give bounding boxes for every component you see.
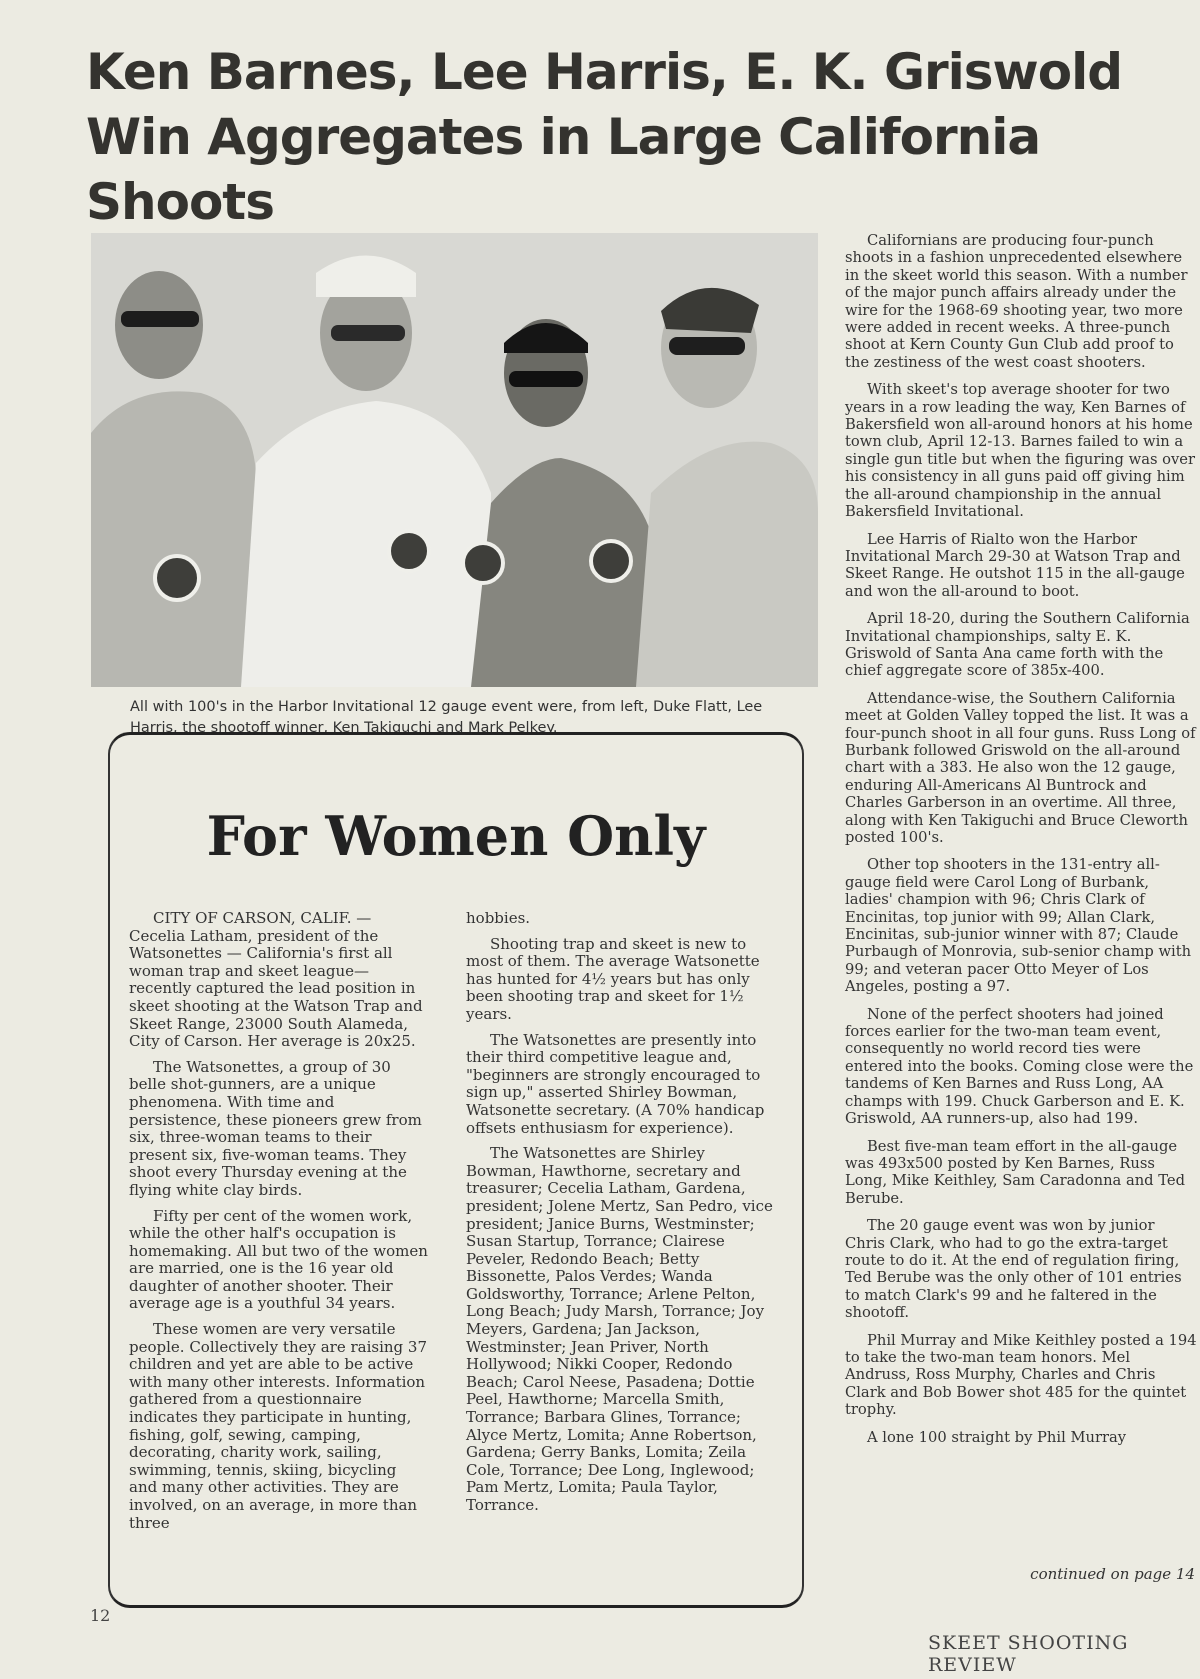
headline	[86, 40, 1196, 235]
photo-caption: All with 100's in the Harbor Invitational 12 gauge event were, from left, Duke Flatt, Lee Harris, the shootoff winner, Ken Takiguchi and Mark Pelkey.	[130, 699, 763, 736]
women-paragraph: The Watsonettes are Shirley Bowman, Hawthorne, secretary and treasurer; Cecelia Latham, Gardena, president; Jolene Mertz, San Pedro, vice president; Janice Burns, Westminster; Susan Startup, Torrance; Clairese Peveler, Redondo Beach; Betty Bissonette, Palos Verdes; Wanda Goldsworthy, Torrance; Arlene Pelton, Long Beach; Judy Marsh, Torrance; Joy Meyers, Gardena; Jan Jackson, Westminster; Jean Priver, North Hollywood; Nikki Cooper, Redondo Beach; Carol Neese, Pasadena; Dottie Peel, Hawthorne; Marcella Smith, Torrance; Barbara Glines, Torrance; Alyce Mertz, Lomita; Anne Robertson, Gardena; Gerry Banks, Lomita; Zeila Cole, Torrance; Dee Long, Inglewood; Pam Mertz, Lomita; Paula Taylor, Torrance.	[466, 1144, 773, 1514]
women-paragraph: hobbies.	[466, 909, 531, 927]
women-column-2	[466, 910, 780, 1523]
women-paragraph: The Watsonettes, a group of 30 belle shot-gunners, are a unique phenomena. With time and persistence, these pioneers grew from six, three-woman teams to their present six, five-woman teams. They shoot every Thursday evening at the flying white clay birds.	[129, 1057, 422, 1199]
women-paragraph: The Watsonettes are presently into their third competitive league and, "beginners are strongly encouraged to sign up," asserted Shirley Bowman, Watsonette secretary. (A 70% handicap offsets enthusiasm for experience).	[466, 1030, 765, 1137]
headline-line-2: Win Aggregates in Large California Shoots	[86, 108, 1041, 231]
article-paragraph: Attendance-wise, the Southern California meet at Golden Valley topped the list. It was a four-punch shoot in all four guns. Russ Long of Burbank followed Griswold on the all-around chart with a 383. He also won the 12 gauge, enduring All-Americans Al Buntrock and Charles Garberson in an overtime. All three, along with Ken Takiguchi and Bruce Cleworth posted 100's.	[845, 689, 1196, 846]
women-column-1	[129, 910, 429, 1540]
women-paragraph: Shooting trap and skeet is new to most of them. The average Watsonette has hunted for 4½ years but has only been shooting trap and skeet for 1½ years.	[466, 934, 760, 1023]
article-paragraph: The 20 gauge event was won by junior Chris Clark, who had to go the extra-target route to do it. At the end of regulation firing, Ted Berube was the only other of 101 entries to match Clark's 99 and he faltered in the shootoff.	[845, 1217, 1182, 1322]
article-paragraph: Best five-man team effort in the all-gauge was 493x500 posted by Ken Barnes, Russ Long, Mike Keithley, Sam Caradonna and Ted Berube.	[845, 1137, 1186, 1207]
page-number: 12	[90, 1606, 111, 1625]
article-paragraph: With skeet's top average shooter for two years in a row leading the way, Ken Barnes of Bakersfield won all-around honors at his home town club, April 12-13. Barnes failed to win a single gun title but when the figuring was over his consistency in all guns paid off giving him the all-around championship in the annual Bakersfield Invitational.	[845, 381, 1196, 521]
publication-name: SKEET SHOOTING REVIEW	[928, 1632, 1129, 1676]
headline-line-1: Ken Barnes, Lee Harris, E. K. Griswold	[86, 43, 1123, 101]
women-section-title: For Women Only	[206, 804, 706, 868]
group-photo	[91, 233, 818, 687]
article-paragraph: April 18-20, during the Southern California Invitational championships, salty E. K. Griswold of Santa Ana came forth with the chief aggregate score of 385x-400.	[845, 610, 1190, 680]
women-paragraph: Fifty per cent of the women work, while the other half's occupation is homemaking. All but two of the women are married, one is the 16 year old daughter of another shooter. Their average age is a youthful 34 years.	[129, 1206, 428, 1313]
article-paragraph: A lone 100 straight by Phil Murray	[867, 1428, 1127, 1446]
women-paragraph: CITY OF CARSON, CALIF. — Cecelia Latham, president of the Watsonettes — California's first all woman trap and skeet league— recently captured the lead position in skeet shooting at the Watson Trap and Skeet Range, 23000 South Alameda, City of Carson. Her average is 20x25.	[129, 909, 423, 1051]
photo-illustration	[91, 233, 818, 687]
women-paragraph: These women are very versatile people. Collectively they are raising 37 children and yet are able to be active with many other interests. Information gathered from a questionnaire indicates they participate in hunting, fishing, golf, sewing, camping, decorating, charity work, sailing, swimming, tennis, skiing, bicycling and many other activities. They are involved, on an average, in more than three	[129, 1320, 428, 1532]
continued-note: continued on page 14	[1030, 1565, 1195, 1583]
article-column	[845, 232, 1199, 1456]
article-paragraph: Other top shooters in the 131-entry all-gauge field were Carol Long of Burbank, ladies' champion with 96; Chris Clark of Encinitas, top junior with 99; Allan Clark, Encinitas, sub-junior winner with 87; Claude Purbaugh of Monrovia, sub-senior champ with 99; and veteran pacer Otto Meyer of Los Angeles, posting a 97.	[845, 856, 1192, 996]
article-paragraph: Lee Harris of Rialto won the Harbor Invitational March 29-30 at Watson Trap and Skeet Range. He outshot 115 in the all-gauge and won the all-around to boot.	[845, 530, 1185, 600]
article-paragraph: None of the perfect shooters had joined forces earlier for the two-man team event, consequently no world record ties were entered into the books. Coming close were the tandems of Ken Barnes and Russ Long, AA champs with 199. Chuck Garberson and E. K. Griswold, AA runners-up, also had 199.	[845, 1005, 1194, 1128]
article-paragraph: Californians are producing four-punch shoots in a fashion unprecedented elsewhere in the skeet world this season. With a number of the major punch affairs already under the wire for the 1968-69 shooting year, two more were added in recent weeks. A three-punch shoot at Kern County Gun Club add proof to the zestiness of the west coast shooters.	[845, 232, 1188, 371]
article-paragraph: Phil Murray and Mike Keithley posted a 194 to take the two-man team honors. Mel Andruss, Ross Murphy, Charles and Chris Clark and Bob Bower shot 485 for the quintet trophy.	[845, 1331, 1197, 1419]
